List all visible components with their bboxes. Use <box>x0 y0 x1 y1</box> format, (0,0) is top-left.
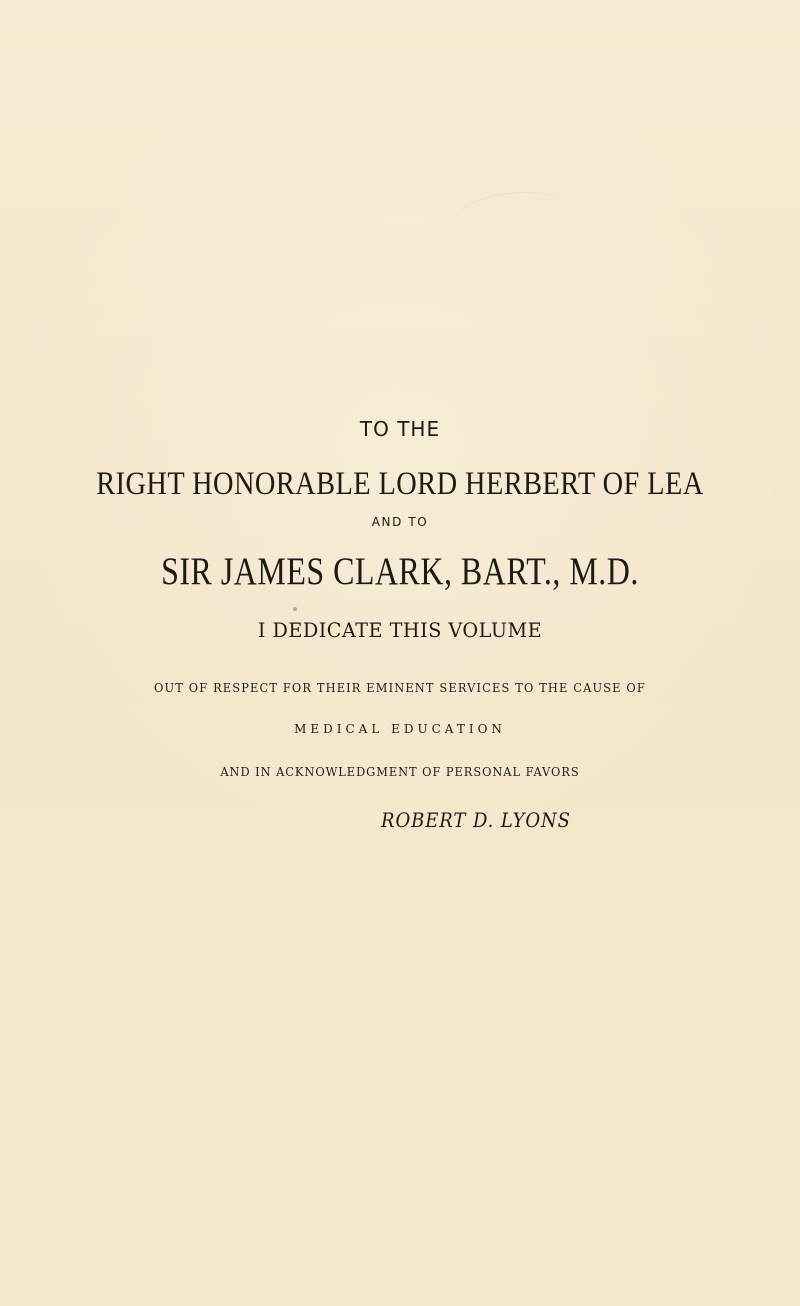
paper-mark <box>452 186 567 242</box>
dedication-favors-line: AND IN ACKNOWLEDGMENT OF PERSONAL FAVORS <box>220 765 580 779</box>
dedication-and-to: AND TO <box>371 515 429 529</box>
dedication-sir-name: SIR JAMES CLARK, BART., M.D. <box>161 550 639 593</box>
dedication-lord-name: RIGHT HONORABLE LORD HERBERT OF LEA <box>96 466 704 502</box>
dedication-main-line: I DEDICATE THIS VOLUME <box>257 618 543 642</box>
dedication-respect-line: OUT OF RESPECT FOR THEIR EMINENT SERVICES TO THE CAUSE OF <box>154 681 646 695</box>
dedication-to-the: TO THE <box>359 417 441 441</box>
ink-dot <box>293 607 297 611</box>
dedication-medical-line: MEDICAL EDUCATION <box>294 722 506 736</box>
author-signature: ROBERT D. LYONS <box>381 808 571 832</box>
